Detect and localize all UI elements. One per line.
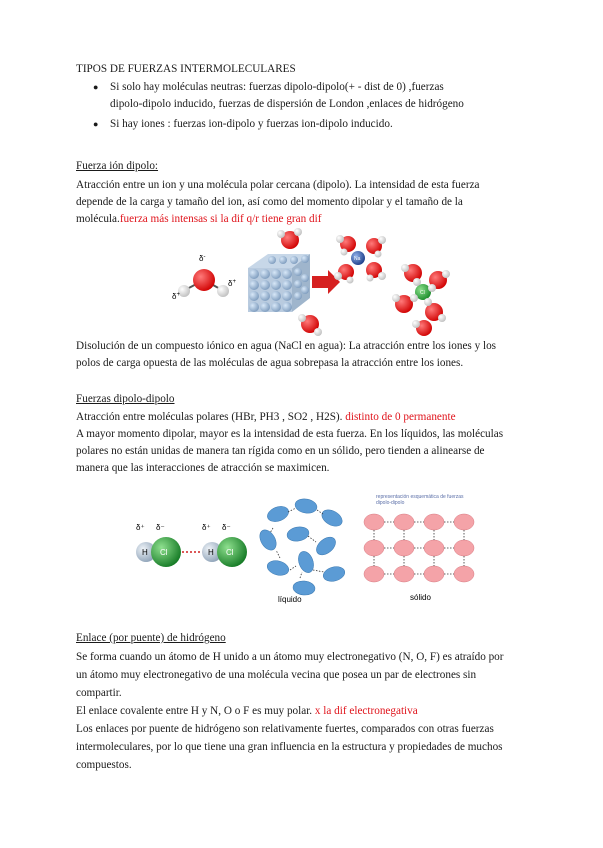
cl-ion-label: Cl: [420, 290, 425, 296]
hcl-1-delta-minus: δ⁻: [156, 523, 165, 532]
hcl-1-cl-label: Cl: [160, 548, 168, 557]
hcl-1-h-label: H: [142, 548, 148, 557]
hydrogen-bond-line-1: Se forma cuando un átomo de H unido a un átomo muy electronegativo (N, O, F) es atraído por: [76, 651, 504, 663]
nacl-dissolution-figure: [170, 228, 460, 338]
ion-dipole-line-3-text: molécula.: [76, 213, 120, 225]
section-ion-dipole-heading: Fuerza ión dipolo:: [76, 160, 159, 172]
ion-dipole-line-1: Atracción entre un ion y una molécula polar cercana (dipolo). La intensidad de esta fuerza: [76, 179, 480, 191]
bullet-2-line-1: Si hay iones : fuerzas ion-dipolo y fuerzas ion-dipolo inducido.: [110, 118, 393, 130]
solid-caption-line-2: dipolo-dipolo: [376, 500, 405, 506]
solid-caption-line-1: representación esquemática de fuerzas: [376, 494, 464, 500]
bullet-1-line-2: dipolo-dipolo inducido, fuerzas de dispersión de London ,enlaces de hidrógeno: [110, 98, 464, 110]
liquid-label: líquido: [278, 595, 302, 604]
ion-dipole-line-2: depende de la carga y tamaño del ion, así como del momento dipolar y el tamaño de la: [76, 196, 463, 208]
ion-dipole-after-line-2: polos de carga opuesta de las moléculas de agua sobrepasa la atracción entre los iones.: [76, 357, 464, 369]
hydrogen-bond-line-3: compartir.: [76, 687, 122, 699]
water-delta-plus-left-label: δ+: [172, 292, 180, 301]
hcl-2-delta-minus: δ⁻: [222, 523, 231, 532]
solid-attractions: [374, 522, 464, 574]
dipole-dipole-line-1-text: Atracción entre moléculas polares (HBr, PH3 , SO2 , H2S).: [76, 411, 343, 423]
hcl-2-h-label: H: [208, 548, 214, 557]
dipole-dipole-line-4: manera que las interacciones de atracción se maximicen.: [76, 462, 330, 474]
water-delta-plus-right-label: δ+: [228, 279, 236, 288]
nacl-crystal: [248, 254, 310, 312]
na-ion-label: Na: [354, 256, 361, 262]
ion-dipole-line-3: [76, 212, 321, 226]
bullet-icon: ●: [93, 119, 99, 129]
hydrogen-bond-after-line-1: Los enlaces por puente de hidrógeno son relativamente fuertes, comparados con otras fuerzas: [76, 723, 494, 735]
hydrogen-bond-red-note: x la dif electronegativa: [314, 705, 418, 717]
hcl-dipole-pair: [136, 523, 247, 567]
hydrogen-bond-after-line-2: intermoleculares, por lo que tiene una gran influencia en la estructura y propiedades de muchos: [76, 741, 503, 753]
hydrogen-bond-after-line-3: compuestos.: [76, 759, 132, 771]
solid-label: sólido: [410, 593, 431, 602]
water-molecule: [172, 254, 236, 301]
dipole-dipole-line-2: A mayor momento dipolar, mayor es la intensidad de esta fuerza. En los líquidos, las moléculas: [76, 428, 504, 440]
section-dipole-dipole-heading: Fuerzas dipolo-dipolo: [76, 393, 175, 405]
hcl-1-delta-plus: δ⁺: [136, 523, 145, 532]
dipole-dipole-line-1: [76, 410, 456, 424]
hcl-2-delta-plus: δ⁺: [202, 523, 211, 532]
dipole-dipole-line-3: polares no están unidas de manera tan rígida como en un sólido, pero tienden a alinearse de: [76, 445, 485, 457]
ion-dipole-after-line-1: Disolución de un compuesto iónico en agua (NaCl en agua): La atracción entre los iones y los: [76, 340, 497, 352]
dipole-dipole-red-note: distinto de 0 permanente: [345, 411, 456, 423]
page-title: TIPOS DE FUERZAS INTERMOLECULARES: [76, 63, 296, 75]
section-hydrogen-bond-heading: Enlace (por puente) de hidrógeno: [76, 632, 226, 644]
water-delta-minus-label: δ-: [199, 254, 206, 263]
dipole-dipole-figure: [128, 488, 480, 604]
bullet-1-line-1: Si solo hay moléculas neutras: fuerzas dipolo-dipolo(+ - dist de 0) ,fuerzas: [110, 81, 444, 93]
hydrogen-bond-line-4-text: El enlace covalente entre H y N, O o F es muy polar.: [76, 705, 313, 717]
bullet-icon: ●: [93, 82, 99, 92]
ion-dipole-red-note: fuerza más intensas si la dif q/r tiene gran dif: [119, 213, 322, 225]
hydrogen-bond-line-2: un átomo muy electronegativo de una molécula vecina que posea un par de electrones sin: [76, 669, 477, 681]
solid-dipoles: [364, 514, 474, 582]
hydrogen-bond-line-4: [76, 704, 418, 718]
liquid-dipoles: [256, 497, 346, 596]
hcl-2-cl-label: Cl: [226, 548, 234, 557]
